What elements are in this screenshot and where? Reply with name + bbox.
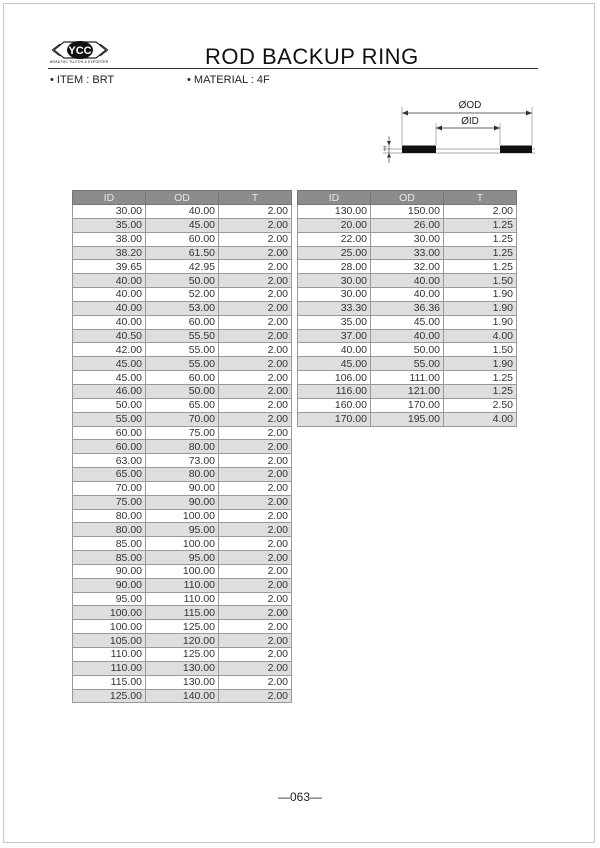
cell-od: 130.00 bbox=[146, 675, 219, 689]
cell-id: 100.00 bbox=[73, 606, 146, 620]
size-table-right bbox=[297, 190, 517, 427]
cell-od: 73.00 bbox=[146, 454, 219, 468]
cell-id: 37.00 bbox=[298, 329, 371, 343]
cell-od: 100.00 bbox=[146, 537, 219, 551]
table-row bbox=[298, 343, 517, 357]
cell-t: 2.00 bbox=[219, 329, 292, 343]
cell-t: 2.00 bbox=[219, 357, 292, 371]
cell-id: 39.65 bbox=[73, 260, 146, 274]
cell-id: 45.00 bbox=[73, 371, 146, 385]
table-row bbox=[298, 260, 517, 274]
cell-t: 2.00 bbox=[219, 440, 292, 454]
cell-id: 40.50 bbox=[73, 329, 146, 343]
cell-od: 40.00 bbox=[371, 329, 444, 343]
cell-id: 40.00 bbox=[73, 315, 146, 329]
cell-id: 60.00 bbox=[73, 426, 146, 440]
cell-od: 125.00 bbox=[146, 648, 219, 662]
cell-id: 125.00 bbox=[73, 689, 146, 703]
cell-t: 2.00 bbox=[219, 246, 292, 260]
cell-t: 2.00 bbox=[219, 260, 292, 274]
cell-id: 110.00 bbox=[73, 648, 146, 662]
cell-t: 2.00 bbox=[219, 620, 292, 634]
table-row bbox=[73, 426, 292, 440]
table-row bbox=[298, 329, 517, 343]
cell-od: 150.00 bbox=[371, 205, 444, 219]
cell-od: 40.00 bbox=[371, 274, 444, 288]
cell-od: 45.00 bbox=[371, 315, 444, 329]
cell-t: 2.00 bbox=[219, 218, 292, 232]
table-row bbox=[73, 675, 292, 689]
od-label: ØOD bbox=[458, 100, 482, 111]
table-row bbox=[73, 301, 292, 315]
table-row bbox=[73, 232, 292, 246]
table-row bbox=[298, 301, 517, 315]
cell-id: 40.00 bbox=[73, 288, 146, 302]
cell-t: 2.00 bbox=[219, 523, 292, 537]
cell-id: 40.00 bbox=[73, 274, 146, 288]
page-number: —063— bbox=[277, 790, 323, 804]
table-row bbox=[73, 260, 292, 274]
cell-od: 55.00 bbox=[146, 343, 219, 357]
cell-od: 140.00 bbox=[146, 689, 219, 703]
cell-od: 36.36 bbox=[371, 301, 444, 315]
cell-id: 40.00 bbox=[298, 343, 371, 357]
cell-id: 65.00 bbox=[73, 468, 146, 482]
table-row bbox=[298, 412, 517, 426]
table-row bbox=[73, 218, 292, 232]
cell-od: 95.00 bbox=[146, 551, 219, 565]
cell-od: 30.00 bbox=[371, 232, 444, 246]
size-table-left bbox=[72, 190, 292, 703]
cell-t: 2.00 bbox=[219, 468, 292, 482]
table-row bbox=[298, 274, 517, 288]
cell-t: 2.00 bbox=[444, 205, 517, 219]
table-row bbox=[73, 551, 292, 565]
cell-id: 33.30 bbox=[298, 301, 371, 315]
cell-t: 1.90 bbox=[444, 288, 517, 302]
table-row bbox=[73, 440, 292, 454]
cell-od: 120.00 bbox=[146, 634, 219, 648]
cell-t: 2.00 bbox=[219, 606, 292, 620]
table-row bbox=[298, 371, 517, 385]
cell-t: 2.00 bbox=[219, 675, 292, 689]
cell-od: 95.00 bbox=[146, 523, 219, 537]
cell-t: 1.25 bbox=[444, 246, 517, 260]
table-row bbox=[298, 246, 517, 260]
cell-id: 46.00 bbox=[73, 384, 146, 398]
table-row bbox=[73, 620, 292, 634]
table-row bbox=[73, 384, 292, 398]
cell-t: 2.00 bbox=[219, 315, 292, 329]
cell-id: 95.00 bbox=[73, 592, 146, 606]
cell-od: 100.00 bbox=[146, 509, 219, 523]
cell-t: 2.00 bbox=[219, 371, 292, 385]
cell-od: 50.00 bbox=[146, 274, 219, 288]
cell-od: 61.50 bbox=[146, 246, 219, 260]
cell-t: 2.00 bbox=[219, 232, 292, 246]
table-row bbox=[73, 288, 292, 302]
cell-od: 121.00 bbox=[371, 384, 444, 398]
id-label: ØID bbox=[461, 116, 479, 127]
header-id: ID bbox=[298, 191, 371, 205]
cell-od: 90.00 bbox=[146, 495, 219, 509]
table-row bbox=[73, 606, 292, 620]
cell-t: 4.00 bbox=[444, 329, 517, 343]
cell-id: 170.00 bbox=[298, 412, 371, 426]
cell-t: 2.00 bbox=[219, 689, 292, 703]
cell-id: 42.00 bbox=[73, 343, 146, 357]
cell-id: 25.00 bbox=[298, 246, 371, 260]
cell-t: 1.90 bbox=[444, 357, 517, 371]
cell-t: 1.25 bbox=[444, 218, 517, 232]
table-row bbox=[298, 357, 517, 371]
table-row bbox=[73, 454, 292, 468]
table-row bbox=[73, 412, 292, 426]
cell-od: 53.00 bbox=[146, 301, 219, 315]
table-row bbox=[298, 205, 517, 219]
cell-id: 30.00 bbox=[298, 274, 371, 288]
cell-id: 63.00 bbox=[73, 454, 146, 468]
cell-id: 38.20 bbox=[73, 246, 146, 260]
cell-t: 2.00 bbox=[219, 634, 292, 648]
cell-od: 60.00 bbox=[146, 371, 219, 385]
cell-t: 2.00 bbox=[219, 384, 292, 398]
cell-id: 22.00 bbox=[298, 232, 371, 246]
cell-t: 2.00 bbox=[219, 426, 292, 440]
cell-id: 106.00 bbox=[298, 371, 371, 385]
table-row bbox=[73, 205, 292, 219]
cell-t: 2.00 bbox=[219, 509, 292, 523]
cell-id: 55.00 bbox=[73, 412, 146, 426]
cell-od: 110.00 bbox=[146, 592, 219, 606]
cell-id: 50.00 bbox=[73, 398, 146, 412]
cell-od: 55.00 bbox=[146, 357, 219, 371]
cell-id: 35.00 bbox=[298, 315, 371, 329]
cell-t: 2.00 bbox=[219, 495, 292, 509]
cell-t: 1.25 bbox=[444, 384, 517, 398]
cell-id: 20.00 bbox=[298, 218, 371, 232]
table-row bbox=[73, 329, 292, 343]
table-row bbox=[298, 398, 517, 412]
table-row bbox=[73, 509, 292, 523]
cell-od: 65.00 bbox=[146, 398, 219, 412]
svg-text:YCC: YCC bbox=[68, 45, 92, 57]
cell-t: 2.00 bbox=[219, 564, 292, 578]
cell-id: 160.00 bbox=[298, 398, 371, 412]
cell-id: 85.00 bbox=[73, 537, 146, 551]
header-od: OD bbox=[146, 191, 219, 205]
page-title: ROD BACKUP RING bbox=[205, 44, 419, 69]
table-row bbox=[298, 232, 517, 246]
cell-id: 116.00 bbox=[298, 384, 371, 398]
cell-od: 40.00 bbox=[371, 288, 444, 302]
cell-od: 60.00 bbox=[146, 232, 219, 246]
cell-od: 55.50 bbox=[146, 329, 219, 343]
material-label: • MATERIAL : 4F bbox=[187, 74, 270, 86]
cell-od: 125.00 bbox=[146, 620, 219, 634]
table-row bbox=[298, 315, 517, 329]
cell-id: 30.00 bbox=[298, 288, 371, 302]
table-row bbox=[73, 468, 292, 482]
cell-t: 2.00 bbox=[219, 592, 292, 606]
cell-od: 110.00 bbox=[146, 578, 219, 592]
cell-id: 70.00 bbox=[73, 481, 146, 495]
cell-t: 2.00 bbox=[219, 274, 292, 288]
cell-t: 1.50 bbox=[444, 274, 517, 288]
cell-od: 80.00 bbox=[146, 468, 219, 482]
cell-t: 1.25 bbox=[444, 371, 517, 385]
cell-od: 90.00 bbox=[146, 481, 219, 495]
cell-od: 42.95 bbox=[146, 260, 219, 274]
table-row bbox=[73, 274, 292, 288]
cell-id: 40.00 bbox=[73, 301, 146, 315]
cell-od: 33.00 bbox=[371, 246, 444, 260]
cell-id: 80.00 bbox=[73, 509, 146, 523]
cell-t: 1.90 bbox=[444, 301, 517, 315]
table-row bbox=[73, 246, 292, 260]
table-row bbox=[73, 592, 292, 606]
cell-od: 40.00 bbox=[146, 205, 219, 219]
cell-t: 2.00 bbox=[219, 661, 292, 675]
table-row bbox=[73, 523, 292, 537]
table-row bbox=[73, 343, 292, 357]
cell-od: 45.00 bbox=[146, 218, 219, 232]
cell-od: 50.00 bbox=[371, 343, 444, 357]
cell-id: 105.00 bbox=[73, 634, 146, 648]
cell-t: 2.00 bbox=[219, 551, 292, 565]
cell-t: 2.00 bbox=[219, 412, 292, 426]
cell-id: 35.00 bbox=[73, 218, 146, 232]
cell-t: 2.00 bbox=[219, 205, 292, 219]
cell-id: 45.00 bbox=[298, 357, 371, 371]
table-row bbox=[73, 371, 292, 385]
cell-t: 1.50 bbox=[444, 343, 517, 357]
cell-od: 60.00 bbox=[146, 315, 219, 329]
logo-subtext: BRAUTHC TU-FOR & EXPORTER bbox=[50, 60, 109, 64]
cell-t: 1.25 bbox=[444, 260, 517, 274]
table-row bbox=[73, 537, 292, 551]
t-label: T bbox=[383, 147, 387, 153]
cell-od: 50.00 bbox=[146, 384, 219, 398]
cell-od: 70.00 bbox=[146, 412, 219, 426]
cell-od: 55.00 bbox=[371, 357, 444, 371]
cell-od: 115.00 bbox=[146, 606, 219, 620]
table-row bbox=[73, 357, 292, 371]
header-od: OD bbox=[371, 191, 444, 205]
cell-od: 26.00 bbox=[371, 218, 444, 232]
table-row bbox=[73, 481, 292, 495]
table-row bbox=[73, 661, 292, 675]
item-label: • ITEM : BRT bbox=[50, 74, 115, 86]
cell-id: 38.00 bbox=[73, 232, 146, 246]
cell-od: 52.00 bbox=[146, 288, 219, 302]
table-row bbox=[73, 689, 292, 703]
cell-t: 2.00 bbox=[219, 648, 292, 662]
table-row bbox=[73, 315, 292, 329]
table-row bbox=[73, 398, 292, 412]
cell-od: 130.00 bbox=[146, 661, 219, 675]
cell-id: 130.00 bbox=[298, 205, 371, 219]
cell-id: 110.00 bbox=[73, 661, 146, 675]
cell-od: 80.00 bbox=[146, 440, 219, 454]
cell-t: 2.00 bbox=[219, 398, 292, 412]
table-row bbox=[73, 634, 292, 648]
header-t: T bbox=[444, 191, 517, 205]
table-row bbox=[298, 384, 517, 398]
table-row bbox=[73, 564, 292, 578]
cell-od: 32.00 bbox=[371, 260, 444, 274]
table-row bbox=[298, 288, 517, 302]
header-id: ID bbox=[73, 191, 146, 205]
cell-t: 2.00 bbox=[219, 301, 292, 315]
cell-od: 100.00 bbox=[146, 564, 219, 578]
cell-id: 90.00 bbox=[73, 578, 146, 592]
cell-t: 2.00 bbox=[219, 537, 292, 551]
cell-t: 2.00 bbox=[219, 481, 292, 495]
cell-id: 28.00 bbox=[298, 260, 371, 274]
cell-id: 85.00 bbox=[73, 551, 146, 565]
cell-id: 90.00 bbox=[73, 564, 146, 578]
cell-id: 45.00 bbox=[73, 357, 146, 371]
cell-t: 4.00 bbox=[444, 412, 517, 426]
cell-t: 2.00 bbox=[219, 288, 292, 302]
cell-t: 1.90 bbox=[444, 315, 517, 329]
table-row bbox=[73, 578, 292, 592]
cell-od: 75.00 bbox=[146, 426, 219, 440]
cell-id: 30.00 bbox=[73, 205, 146, 219]
table-row bbox=[73, 495, 292, 509]
table-row bbox=[73, 648, 292, 662]
cell-id: 60.00 bbox=[73, 440, 146, 454]
cell-od: 170.00 bbox=[371, 398, 444, 412]
cell-id: 115.00 bbox=[73, 675, 146, 689]
title-divider bbox=[48, 68, 538, 69]
cell-t: 1.25 bbox=[444, 232, 517, 246]
table-row bbox=[298, 218, 517, 232]
ring-diagram bbox=[375, 93, 540, 173]
cell-t: 2.00 bbox=[219, 578, 292, 592]
cell-od: 195.00 bbox=[371, 412, 444, 426]
cell-id: 75.00 bbox=[73, 495, 146, 509]
header-t: T bbox=[219, 191, 292, 205]
cell-id: 100.00 bbox=[73, 620, 146, 634]
cell-id: 80.00 bbox=[73, 523, 146, 537]
cell-od: 111.00 bbox=[371, 371, 444, 385]
cell-t: 2.50 bbox=[444, 398, 517, 412]
cell-t: 2.00 bbox=[219, 454, 292, 468]
cell-t: 2.00 bbox=[219, 343, 292, 357]
